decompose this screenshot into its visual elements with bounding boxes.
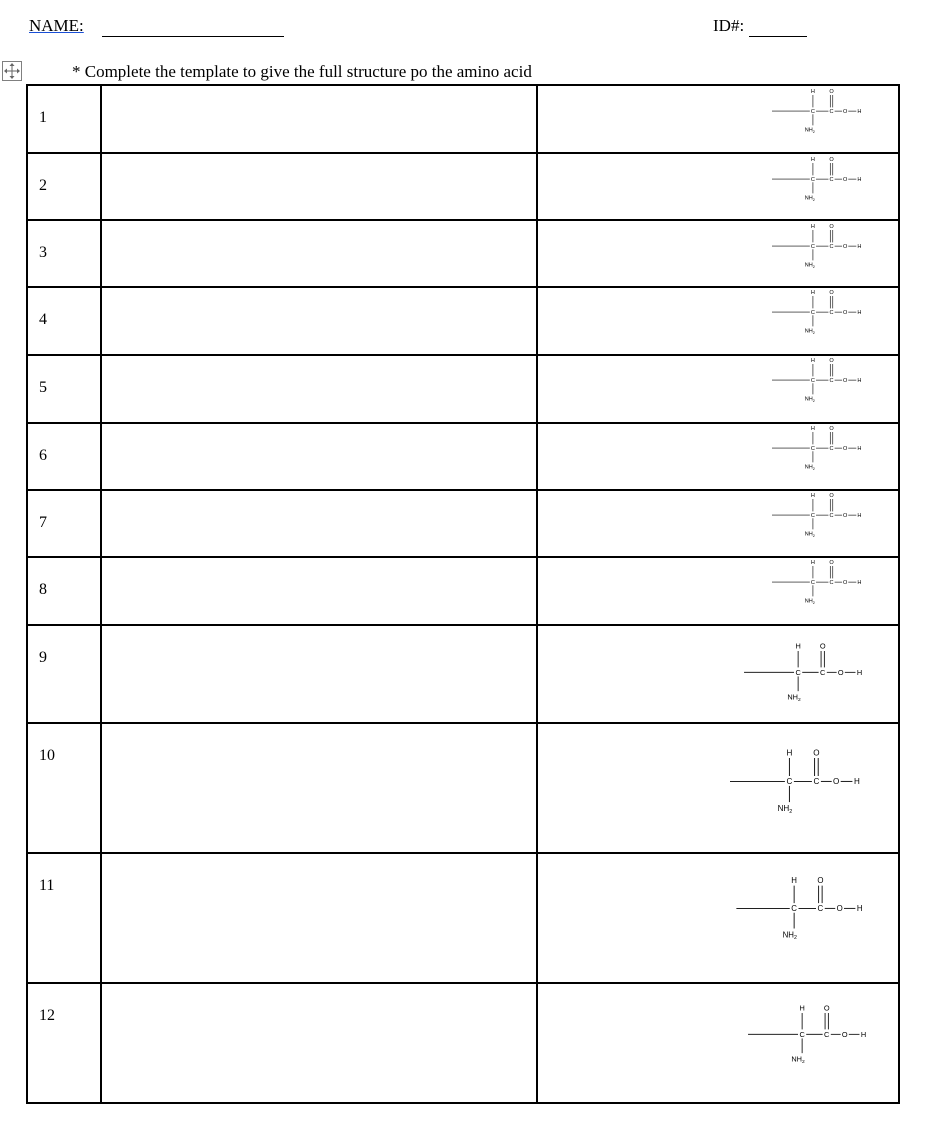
- amino-acid-template-structure: [730, 748, 865, 813]
- carboxyl-carbon-label: C: [817, 904, 824, 913]
- amino-acid-name-cell[interactable]: [101, 153, 537, 220]
- alpha-carbon-label: C: [791, 904, 797, 913]
- hydrogen-atom-label: H: [810, 89, 815, 96]
- table-row: [27, 153, 899, 220]
- amino-acid-name-cell[interactable]: [101, 490, 537, 557]
- amino-group-label: $NH_2$: [804, 262, 815, 268]
- hydrogen-atom-label: H: [799, 1004, 805, 1013]
- hydroxyl-hydrogen-label: H: [857, 377, 862, 384]
- row-number: 12: [39, 1007, 55, 1024]
- table-row: [27, 287, 899, 355]
- hydroxyl-oxygen-label: O: [836, 904, 843, 913]
- row-number-cell: [27, 983, 101, 1103]
- structure-cell[interactable]: [537, 287, 899, 355]
- table-row: [27, 625, 899, 723]
- hydroxyl-oxygen-label: O: [842, 445, 848, 452]
- row-number-cell: [27, 85, 101, 153]
- amino-group-label: $NH_2$: [804, 195, 815, 201]
- amino-acid-template-structure: [772, 357, 865, 402]
- carbonyl-oxygen-label: O: [829, 224, 834, 231]
- amino-acid-template-structure: [772, 425, 865, 470]
- row-number-cell: [27, 423, 101, 490]
- carbonyl-oxygen-label: O: [829, 157, 834, 164]
- structure-cell[interactable]: [537, 220, 899, 287]
- hydroxyl-hydrogen-label: H: [853, 777, 860, 787]
- carboxyl-carbon-label: C: [829, 176, 834, 183]
- hydroxyl-oxygen-label: O: [842, 377, 848, 384]
- amino-acid-template-structure: [736, 876, 868, 939]
- alpha-carbon-label: C: [810, 377, 815, 384]
- table-row: [27, 723, 899, 853]
- hydrogen-atom-label: H: [791, 876, 797, 885]
- structure-cell[interactable]: [537, 557, 899, 625]
- hydroxyl-hydrogen-label: H: [857, 243, 862, 250]
- hydrogen-atom-label: H: [810, 426, 815, 433]
- table-row: [27, 85, 899, 153]
- hydroxyl-oxygen-label: O: [842, 108, 848, 115]
- hydrogen-atom-label: H: [795, 642, 801, 651]
- alpha-carbon-label: C: [810, 579, 815, 586]
- amino-group-label: $NH_2$: [804, 127, 815, 133]
- row-number-cell: [27, 557, 101, 625]
- name-blank-line[interactable]: [102, 36, 284, 37]
- row-number: 1: [39, 109, 47, 126]
- amino-acid-name-cell[interactable]: [101, 85, 537, 153]
- table-row: [27, 423, 899, 490]
- amino-acid-name-cell[interactable]: [101, 983, 537, 1103]
- amino-acid-template-structure: [772, 492, 865, 537]
- row-number: 8: [39, 581, 47, 598]
- structure-cell[interactable]: [537, 153, 899, 220]
- hydroxyl-hydrogen-label: H: [856, 667, 863, 677]
- amino-acid-name-cell[interactable]: [101, 625, 537, 723]
- carbonyl-oxygen-label: O: [829, 560, 834, 567]
- row-number-cell: [27, 853, 101, 983]
- hydroxyl-oxygen-label: O: [842, 176, 848, 183]
- structure-cell[interactable]: [537, 355, 899, 423]
- carboxyl-carbon-label: C: [829, 243, 834, 250]
- row-number: 3: [39, 244, 47, 261]
- structure-cell[interactable]: [537, 853, 899, 983]
- amino-acid-template-structure: [744, 642, 867, 701]
- carbonyl-oxygen-label: O: [817, 876, 824, 885]
- carbonyl-oxygen-label: O: [819, 642, 826, 651]
- table-row: [27, 355, 899, 423]
- carbonyl-oxygen-label: O: [813, 748, 820, 758]
- hydroxyl-oxygen-label: O: [841, 1029, 848, 1039]
- amino-acid-template-structure: [772, 289, 865, 334]
- alpha-carbon-label: C: [795, 667, 801, 677]
- row-number-cell: [27, 220, 101, 287]
- carboxyl-carbon-label: C: [829, 579, 834, 586]
- alpha-carbon-label: C: [810, 445, 815, 452]
- carboxyl-carbon-label: C: [829, 512, 834, 519]
- table-row: [27, 983, 899, 1103]
- alpha-carbon-label: C: [810, 512, 815, 519]
- amino-acid-name-cell[interactable]: [101, 220, 537, 287]
- hydroxyl-oxygen-label: O: [842, 309, 848, 316]
- structure-cell[interactable]: [537, 983, 899, 1103]
- hydroxyl-oxygen-label: O: [842, 512, 848, 519]
- hydroxyl-hydrogen-label: H: [857, 512, 862, 519]
- hydroxyl-hydrogen-label: H: [857, 445, 862, 452]
- hydrogen-atom-label: H: [786, 748, 793, 758]
- hydroxyl-hydrogen-label: H: [857, 579, 862, 586]
- carboxyl-carbon-label: C: [829, 445, 834, 452]
- amino-group-label: $NH_2$: [777, 804, 793, 813]
- hydroxyl-oxygen-label: O: [833, 777, 840, 787]
- structure-cell[interactable]: [537, 723, 899, 853]
- amino-acid-name-cell[interactable]: [101, 423, 537, 490]
- alpha-carbon-label: C: [810, 108, 815, 115]
- carbonyl-oxygen-label: O: [829, 89, 834, 96]
- row-number: 9: [39, 649, 47, 666]
- table-row: [27, 490, 899, 557]
- id-label: ID#:: [713, 16, 745, 35]
- hydroxyl-hydrogen-label: H: [857, 309, 862, 316]
- hydrogen-atom-label: H: [810, 560, 815, 567]
- amino-acid-name-cell[interactable]: [101, 355, 537, 423]
- hydroxyl-hydrogen-label: H: [857, 176, 862, 183]
- hydrogen-atom-label: H: [810, 224, 815, 231]
- row-number-cell: [27, 625, 101, 723]
- amino-group-label: $NH_2$: [804, 396, 815, 402]
- amino-group-label: $NH_2$: [804, 464, 815, 470]
- amino-acid-name-cell[interactable]: [101, 853, 537, 983]
- carboxyl-carbon-label: C: [829, 377, 834, 384]
- row-number-cell: [27, 287, 101, 355]
- alpha-carbon-label: C: [810, 176, 815, 183]
- amino-group-label: $NH_2$: [804, 598, 815, 604]
- structure-cell[interactable]: [537, 85, 899, 153]
- alpha-carbon-label: C: [799, 1029, 805, 1039]
- carbonyl-oxygen-label: O: [829, 290, 834, 297]
- hydroxyl-oxygen-label: O: [837, 667, 844, 677]
- worksheet-table: [26, 84, 900, 1104]
- amino-acid-name-cell[interactable]: [101, 287, 537, 355]
- row-number: 5: [39, 379, 47, 396]
- instruction-text: * Complete the template to give the full structure po the amino acid: [72, 62, 532, 81]
- carboxyl-carbon-label: C: [829, 108, 834, 115]
- structure-cell[interactable]: [537, 625, 899, 723]
- row-number: 6: [39, 447, 47, 464]
- alpha-carbon-label: C: [810, 243, 815, 250]
- amino-group-label: $NH_2$: [782, 930, 797, 939]
- amino-group-label: $NH_2$: [804, 328, 815, 334]
- hydroxyl-hydrogen-label: H: [856, 904, 863, 913]
- hydroxyl-oxygen-label: O: [842, 579, 848, 586]
- amino-group-label: $NH_2$: [791, 1054, 805, 1063]
- hydrogen-atom-label: H: [810, 358, 815, 365]
- amino-acid-template-structure: [772, 559, 865, 604]
- carbonyl-oxygen-label: O: [823, 1004, 830, 1013]
- amino-group-label: $NH_2$: [787, 692, 801, 701]
- carboxyl-carbon-label: C: [824, 1029, 830, 1039]
- row-number-cell: [27, 723, 101, 853]
- hydroxyl-hydrogen-label: H: [860, 1029, 867, 1039]
- hydroxyl-oxygen-label: O: [842, 243, 848, 250]
- id-blank-line[interactable]: [749, 36, 807, 37]
- carboxyl-carbon-label: C: [820, 667, 826, 677]
- name-label: NAME:: [29, 16, 84, 35]
- carboxyl-carbon-label: C: [813, 777, 820, 787]
- table-row: [27, 557, 899, 625]
- row-number: 10: [39, 747, 55, 764]
- amino-acid-template-structure: [772, 156, 865, 201]
- amino-group-label: $NH_2$: [804, 531, 815, 537]
- table-row: [27, 220, 899, 287]
- hydrogen-atom-label: H: [810, 157, 815, 164]
- carbonyl-oxygen-label: O: [829, 493, 834, 500]
- table-move-handle-icon[interactable]: [2, 61, 22, 81]
- row-number: 7: [39, 514, 47, 531]
- row-number: 4: [39, 311, 47, 328]
- amino-acid-template-structure: [772, 88, 865, 133]
- row-number-cell: [27, 490, 101, 557]
- hydroxyl-hydrogen-label: H: [857, 108, 862, 115]
- alpha-carbon-label: C: [786, 777, 793, 787]
- table-row: [27, 853, 899, 983]
- hydrogen-atom-label: H: [810, 493, 815, 500]
- carboxyl-carbon-label: C: [829, 309, 834, 316]
- row-number: 2: [39, 177, 47, 194]
- row-number-cell: [27, 355, 101, 423]
- carbonyl-oxygen-label: O: [829, 358, 834, 365]
- four-way-arrow-icon: [3, 62, 21, 80]
- amino-acid-template-structure: [748, 1004, 871, 1063]
- amino-acid-name-cell[interactable]: [101, 557, 537, 625]
- row-number-cell: [27, 153, 101, 220]
- carbonyl-oxygen-label: O: [829, 426, 834, 433]
- structure-cell[interactable]: [537, 423, 899, 490]
- hydrogen-atom-label: H: [810, 290, 815, 297]
- row-number: 11: [39, 877, 55, 894]
- amino-acid-name-cell[interactable]: [101, 723, 537, 853]
- amino-acid-template-structure: [772, 223, 865, 268]
- structure-cell[interactable]: [537, 490, 899, 557]
- alpha-carbon-label: C: [810, 309, 815, 316]
